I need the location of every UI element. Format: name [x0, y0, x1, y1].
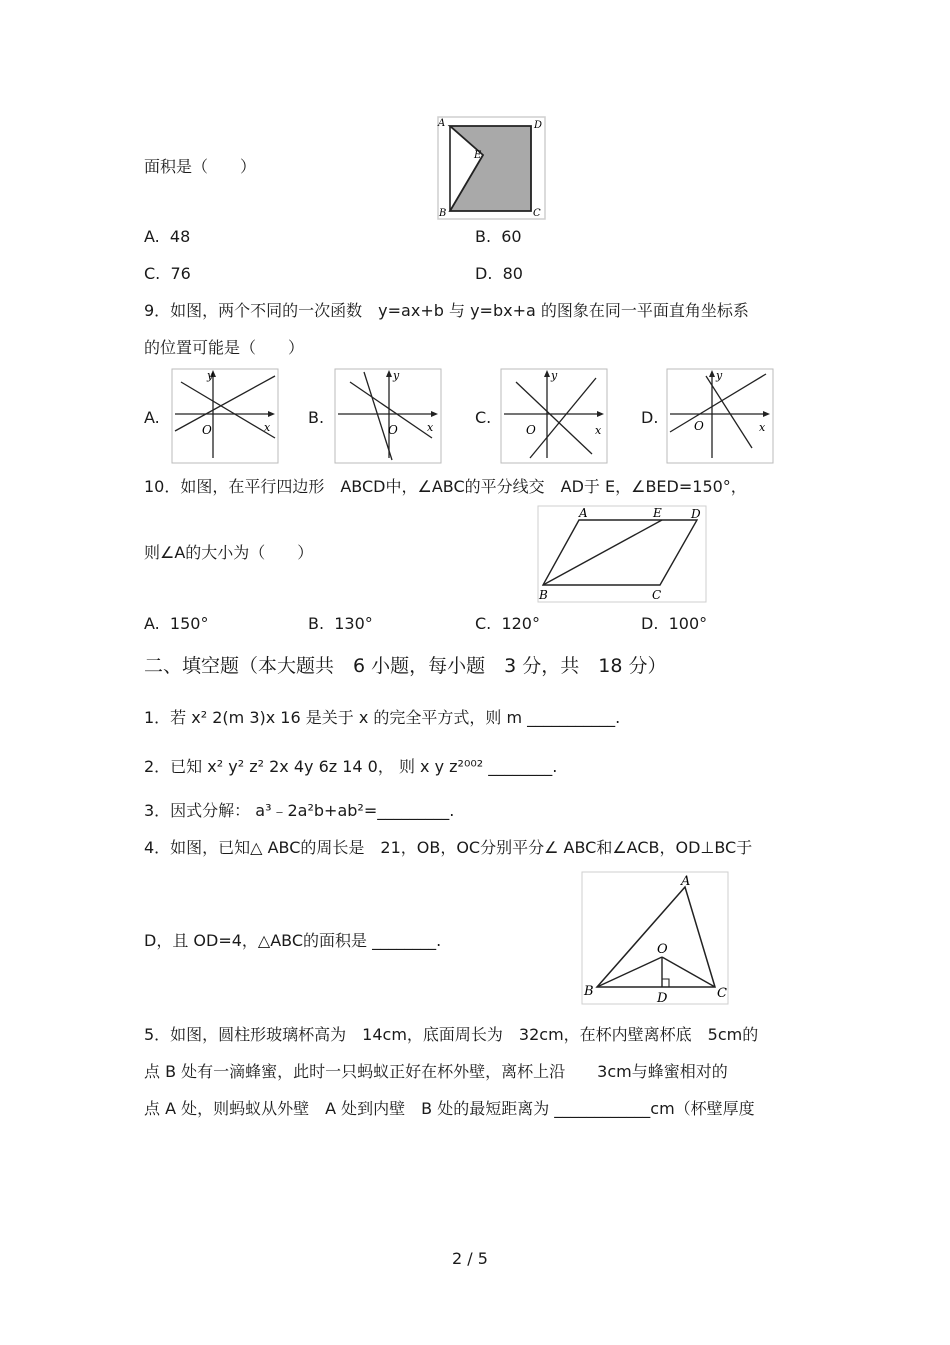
q9-line-1: 9．如图，两个不同的一次函数 y=ax+b 与 y=bx+a 的图象在同一平面直角坐标系	[144, 301, 749, 320]
f4-label-a: A	[681, 874, 691, 889]
fill-question-2: 2．已知 x² y² z² 2x 4y 6z 14 0， 则 x y z²⁰⁰² ________.	[144, 757, 558, 776]
q10-figure	[537, 505, 707, 607]
fill-question-4-line-1: 4．如图，已知△ ABC的周长是 21，OB，OC分别平分∠ ABC和∠ACB，OD⊥BC于	[144, 838, 753, 857]
svg-text:O: O	[694, 419, 704, 433]
q8-option-a: A. 48	[144, 227, 191, 246]
q9-graph-b	[334, 368, 442, 468]
svg-text:y: y	[393, 369, 400, 382]
q10-label-e: E	[653, 506, 662, 520]
q10-option-a: A. 150°	[144, 614, 209, 633]
q8-label-b: B	[439, 208, 447, 219]
fill-question-4-line-2: D，且 OD=4，△ABC的面积是 ________.	[144, 931, 442, 950]
svg-text:y: y	[207, 369, 214, 382]
q10-option-d: D. 100°	[641, 614, 708, 633]
q8-option-d: D. 80	[475, 264, 523, 283]
page-number: 2 / 5	[452, 1249, 488, 1268]
svg-text:x: x	[264, 421, 271, 434]
f4-label-c: C	[717, 986, 727, 1001]
q9-graph-c	[500, 368, 608, 468]
q8-stem-tail: 面积是（ ）	[144, 157, 257, 176]
q8-label-c: C	[533, 208, 541, 219]
svg-text:x: x	[427, 421, 434, 434]
q10-line-1: 10．如图，在平行四边形 ABCD中，∠ABC的平分线交 AD于 E，∠BED=150°，	[144, 477, 747, 496]
fill-question-3: 3．因式分解： a³﹣2a²b+ab²=_________.	[144, 801, 455, 820]
svg-text:x: x	[595, 424, 602, 437]
svg-text:y: y	[716, 369, 723, 382]
q9-graph-d	[666, 368, 774, 468]
fill-question-5-line-2: 点 B 处有一滴蜂蜜，此时一只蚂蚁正好在杯外壁，离杯上沿 3cm与蜂蜜相对的	[144, 1062, 728, 1081]
svg-text:O: O	[388, 423, 398, 437]
q10-label-c: C	[652, 588, 662, 602]
svg-text:x: x	[759, 421, 766, 434]
svg-text:y: y	[551, 369, 558, 382]
q8-label-a: A	[438, 118, 446, 129]
q10-option-b: B. 130°	[308, 614, 373, 633]
q9-option-c-label: C.	[475, 408, 492, 427]
q9-option-d-label: D.	[641, 408, 659, 427]
q10-label-a: A	[579, 506, 588, 520]
q10-line-2: 则∠A的大小为（ ）	[144, 543, 314, 562]
f4-label-d: D	[657, 991, 668, 1005]
q9-graph-a	[171, 368, 279, 468]
q9-line-2: 的位置可能是（ ）	[144, 338, 305, 357]
svg-text:O: O	[526, 423, 536, 437]
q10-option-c: C. 120°	[475, 614, 540, 633]
q10-label-b: B	[539, 588, 548, 602]
q8-option-b: B. 60	[475, 227, 522, 246]
q9-option-a-label: A.	[144, 408, 160, 427]
q8-label-d: D	[534, 120, 543, 131]
q10-label-d: D	[691, 507, 701, 521]
f4-label-o: O	[657, 942, 668, 957]
fill-question-5-line-1: 5．如图，圆柱形玻璃杯高为 14cm，底面周长为 32cm，在杯内壁离杯底 5cm的	[144, 1025, 759, 1044]
q8-label-e: E	[474, 150, 482, 161]
f4-figure	[581, 871, 729, 1009]
section-2-title: 二、填空题（本大题共 6 小题，每小题 3 分，共 18 分）	[144, 655, 667, 677]
svg-text:O: O	[202, 423, 212, 437]
fill-question-5-line-3: 点 A 处，则蚂蚁从外壁 A 处到内壁 B 处的最短距离为 ____________cm（杯壁厚度	[144, 1099, 755, 1118]
q8-option-c: C. 76	[144, 264, 191, 283]
fill-question-1: 1．若 x² 2(m 3)x 16 是关于 x 的完全平方式，则 m ___________.	[144, 708, 621, 727]
q9-option-b-label: B.	[308, 408, 325, 427]
q8-figure	[436, 115, 548, 225]
f4-label-b: B	[584, 984, 594, 999]
